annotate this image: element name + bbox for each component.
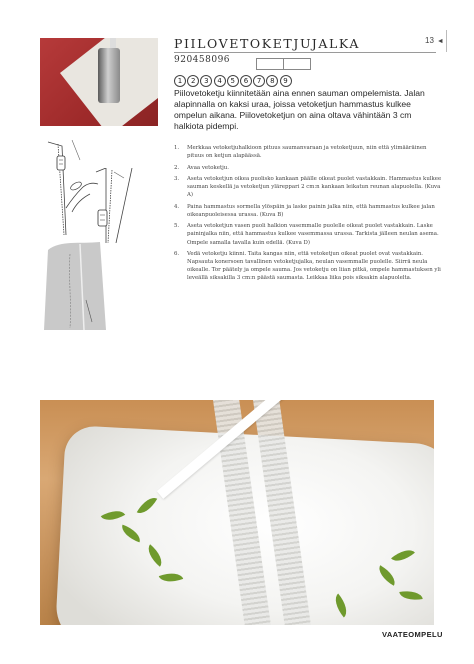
level-circle: 1 [174, 75, 186, 87]
product-code: 920458096 [174, 55, 231, 65]
step-text: Aseta vetoketjun vasen puoli halkion vasemmalle puolelle oikeat puolet vastakkain. Laske paininjalka niin, että hammastus kulkee vasemmassa urassa. Tarkista jälleen neulan asema. Ompele samalla tavalla kuin edellä. (Kuva D) [187, 223, 439, 246]
step-item [174, 250, 442, 282]
step-text: Merkkaa vetoketjuhalkioon pituus saumanvaraan ja vetoketjuun, niin että ylimääräinen pituus on ketjun alapäässä. [187, 145, 427, 160]
step-item [174, 164, 442, 172]
presser-foot [98, 48, 120, 103]
back-arrow-icon: ◄ [436, 38, 444, 45]
level-circle: 3 [200, 75, 212, 87]
step-item [174, 175, 442, 199]
step-item [174, 203, 442, 219]
pillow-photo [40, 400, 434, 625]
diagram-c [92, 168, 142, 243]
page-number: 13 ◄ [425, 36, 444, 45]
step-item [174, 144, 442, 160]
step-number: 3. [174, 176, 180, 183]
page-title: PIILOVETOKETJUJALKA [174, 36, 360, 51]
intro-text: Piilovetoketju kiinnitetään aina ennen sauman ompelemista. Jalan alapinnalla on kaksi uraa, joissa vetoketjun hammastus kulkee ompelun aikana. Piilovetoketjun on aina oltava vähintään 3 cm halkiota pidempi. [174, 88, 425, 131]
title-rule [174, 52, 436, 53]
step-number: 6. [174, 250, 180, 257]
level-circle: 7 [253, 75, 265, 87]
step-number: 4. [174, 203, 180, 210]
level-indicators [174, 68, 293, 87]
step-number: 1. [174, 145, 180, 151]
instruction-steps [174, 144, 442, 286]
level-circle: 2 [187, 75, 199, 87]
sewing-machine-photo [40, 38, 158, 126]
diagram-d [40, 240, 110, 330]
step-text: Avaa vetoketju. [187, 164, 229, 171]
step-text: Aseta vetoketjun oikea puolisko kankaan päälle oikeat puolet vastakkain. Hammastus kulkee sauman keskellä ja vetoketjun yläreppari 2 cm:n kankaan leikatun reunan alapuolella. (Kuva A) [187, 176, 442, 199]
level-circle: 8 [266, 75, 278, 87]
page-divider [446, 30, 447, 52]
level-circle: 5 [227, 75, 239, 87]
level-circle: 4 [214, 75, 226, 87]
level-circle: 9 [280, 75, 292, 87]
step-text: Vedä vetoketju kiinni. Taita kangas niin, että vetoketjun oikeat puolet ovat vastakkain. Napsauta konersoen tavallinen vetoketjujalka, neulan vasemmalle puolelle. Siirrä neula oikealle. Tor päätely ja ompele sauma. Jos vetoketju on liian pitkä, ompele hammastuksen yli leveällä siksakilla 3 cm:n päästä saumasta. Leikkaa liika pois siksakin alapuolelta. [187, 250, 441, 282]
section-footer: VAATEOMPELU [382, 630, 443, 639]
step-text: Paina hammastus sormella ylöspäin ja laske painin jalka niin, että hammastus kulkee jalan oikeanpuoleisessa urassa. (Kuva B) [187, 203, 435, 218]
step-number: 5. [174, 223, 180, 230]
step-number: 2. [174, 164, 180, 171]
level-circle: 6 [240, 75, 252, 87]
step-item [174, 222, 442, 246]
